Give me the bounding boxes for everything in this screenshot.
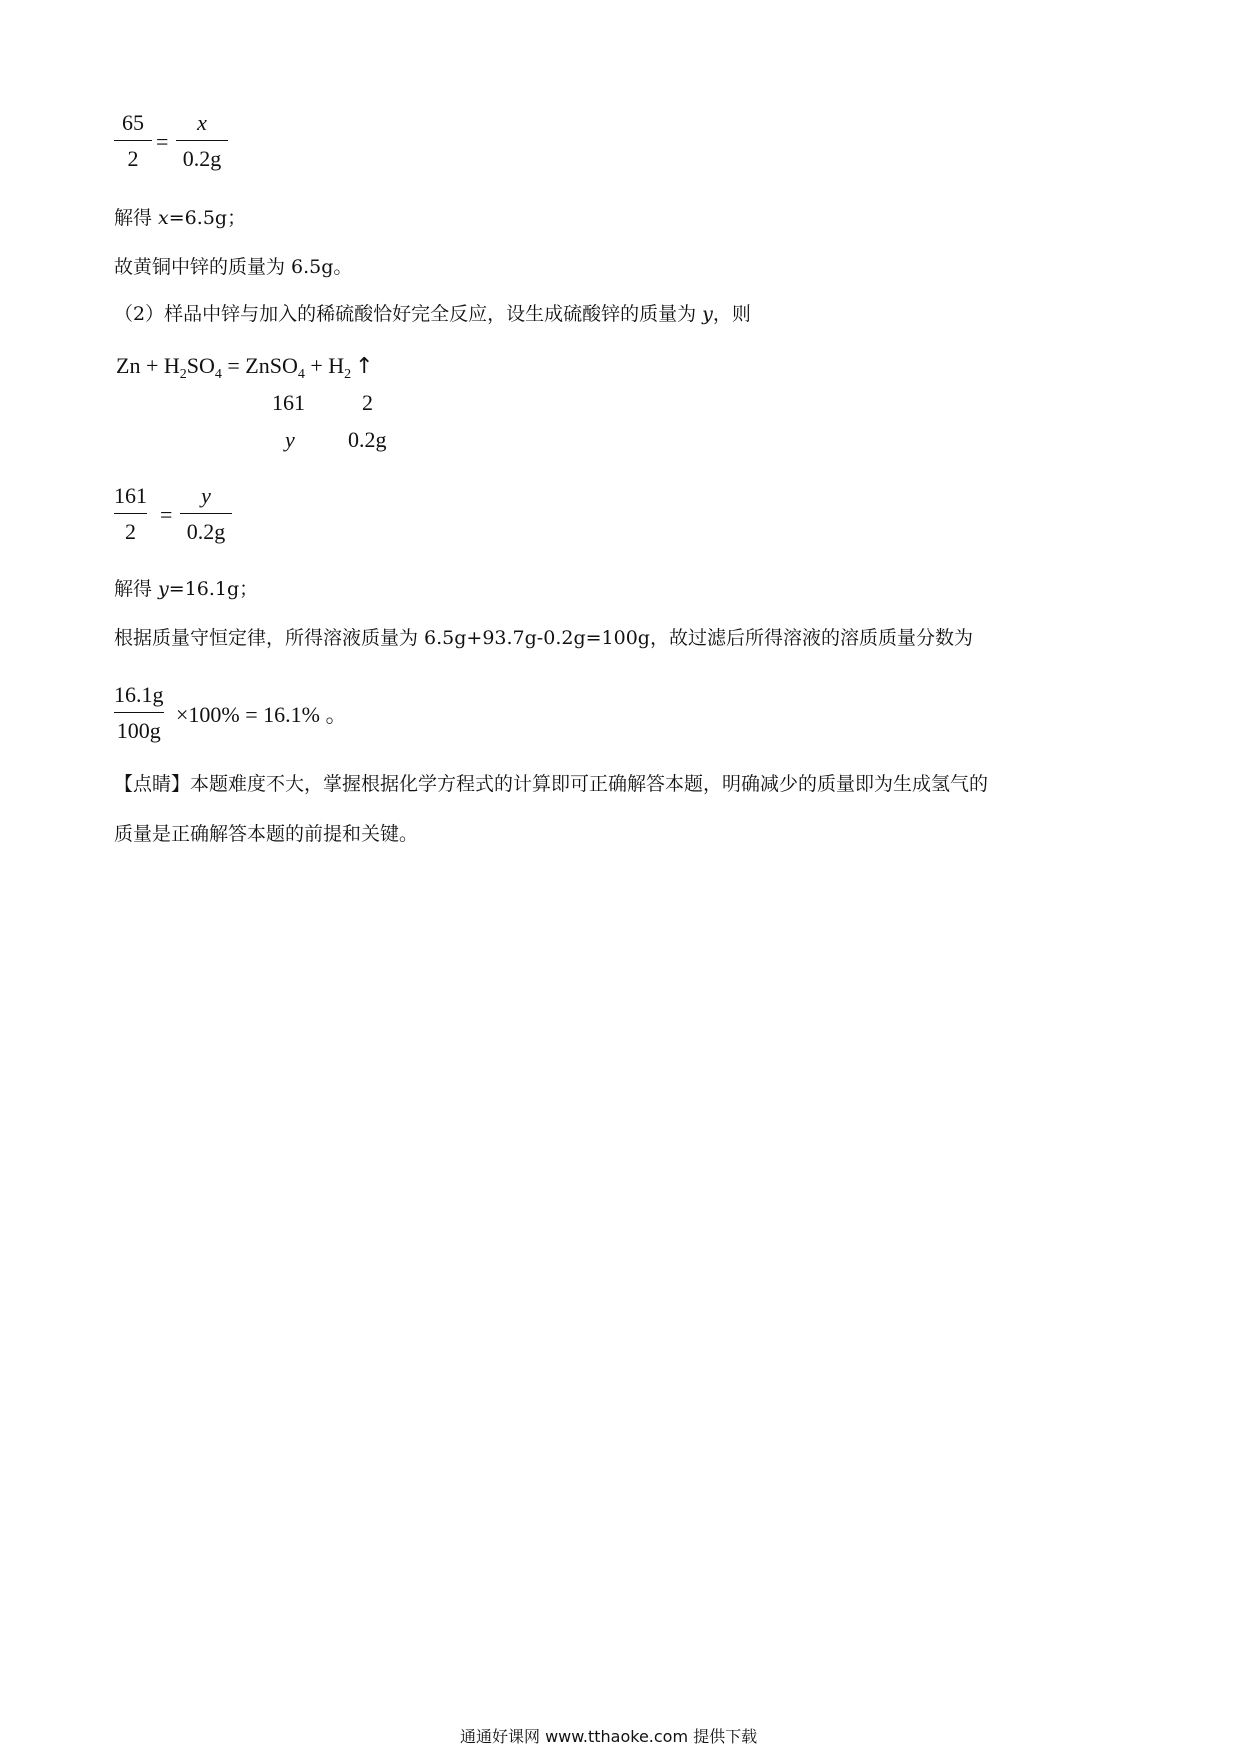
fraction-bar [176,140,228,141]
fraction-numerator: 16.1g [114,682,164,707]
fraction-denominator: 0.2g [186,519,226,544]
fraction-16.1g-over-100g [114,682,164,744]
fraction-x-over-0.2g [176,110,228,172]
eq-row2-col1: y [285,427,295,452]
conservation-line: 根据质量守恒定律，所得溶液质量为 6.5g+93.7g-0.2g=100g，故过滤后所得溶液的溶质质量分数为 [114,627,973,649]
eq-row2-col2: 0.2g [348,427,387,452]
fraction-y-over-0.2g [180,483,232,545]
fraction-numerator: 161 [114,483,147,508]
solve-result: =6.5g； [168,207,247,229]
comment-line-2: 质量是正确解答本题的前提和关键。 [114,823,419,845]
eq-row1-col1: 161 [272,390,305,415]
eq-subscript: 2 [344,367,352,382]
fraction-bar [114,513,147,514]
gas-arrow-icon: ↑ [355,354,374,379]
solve-prefix: 解得 [114,578,159,600]
solve-prefix: 解得 [114,207,159,229]
fraction-bar [180,513,232,514]
variable-y: y [702,303,713,325]
zinc-mass-line: 故黄铜中锌的质量为 6.5g。 [114,256,353,278]
chemical-equation [116,353,374,380]
eq-so: SO [186,353,215,378]
variable-y: y [158,578,169,600]
fraction-bar [114,140,152,141]
eq-plus-h: + H [304,353,345,378]
eq-equals-znso: = ZnSO [221,353,298,378]
solve-result: =16.1g； [168,578,259,600]
fraction-161-over-2 [114,483,147,545]
fraction-denominator: 2 [127,146,139,171]
fraction-numerator: x [197,110,207,135]
sentence-end: 。 [319,702,348,727]
percentage-expression: ×100% = 16.1% [176,702,320,727]
eq-subscript: 4 [297,367,305,382]
comment-line-1: 【点睛】本题难度不大，掌握根据化学方程式的计算即可正确解答本题，明确减少的质量即为生成氢气的 [114,773,989,795]
eq-subscript: 4 [214,367,222,382]
eq-row1-col2: 2 [362,390,373,415]
fraction-denominator: 2 [125,519,136,544]
variable-x: x [158,207,169,229]
part2-line [114,302,751,326]
fraction-numerator: y [201,483,211,508]
equals-sign: = [160,502,173,527]
part2-text: （2）样品中锌与加入的稀硫酸恰好完全反应，设生成硫酸锌的质量为 [114,303,703,325]
solve-x-line [114,206,246,230]
equals-sign: = [156,129,169,154]
part2-suffix: ，则 [712,303,751,325]
eq-subscript: 2 [179,367,187,382]
fraction-65-over-2 [114,110,152,172]
fraction-numerator: 65 [122,110,144,135]
fraction-denominator: 0.2g [182,146,222,171]
eq-zn-plus-h: Zn + H [116,353,180,378]
page-footer: 通通好课网 www.tthaoke.com 提供下载 [460,1727,758,1746]
solve-y-line [114,577,258,601]
percentage-result [176,702,347,728]
fraction-bar [114,712,164,713]
fraction-denominator: 100g [116,718,161,743]
